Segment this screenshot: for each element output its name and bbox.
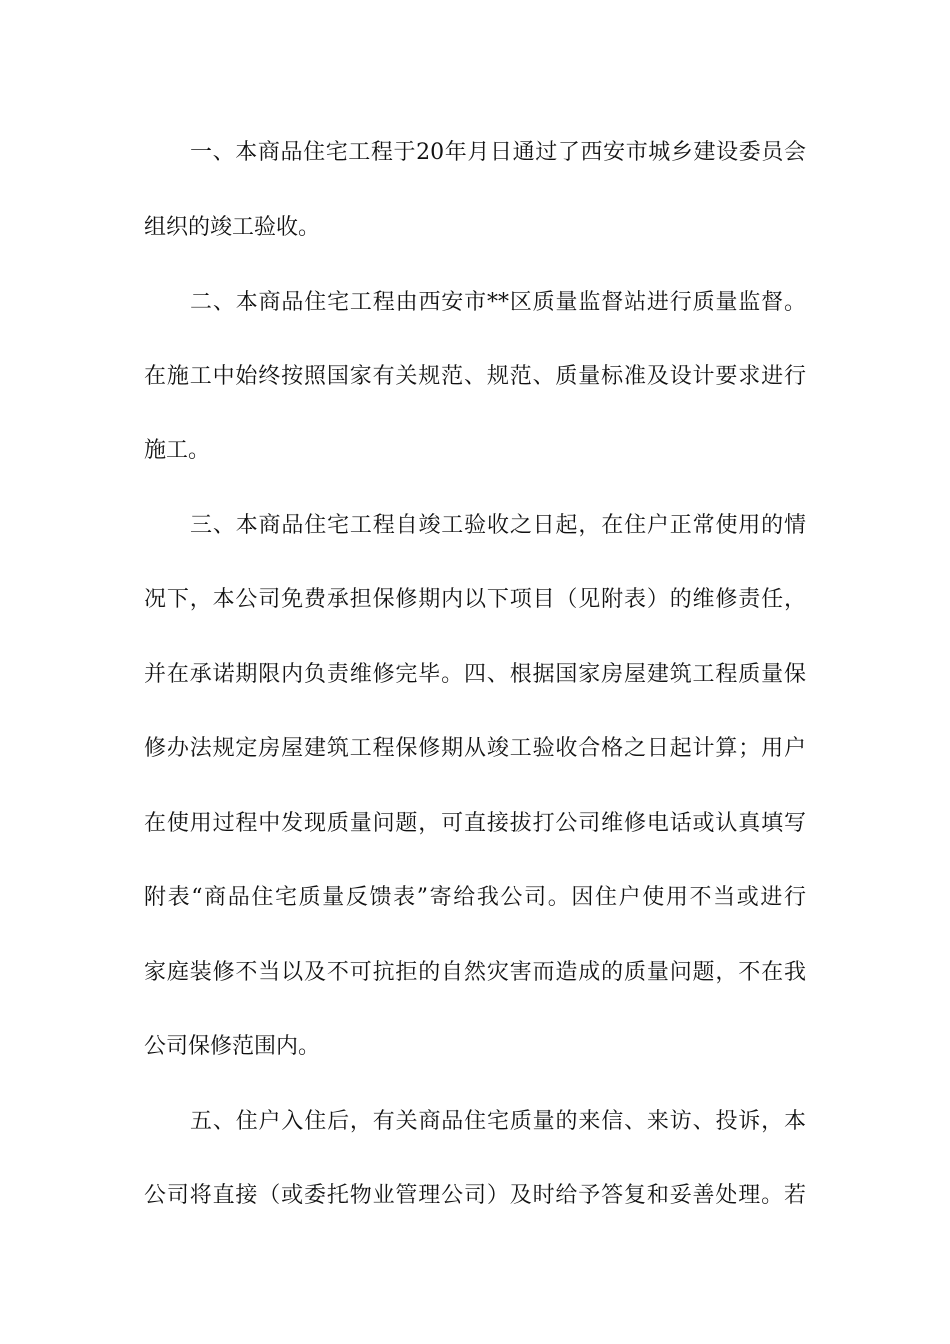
text-line: 并在承诺期限内负责维修完毕。四、根据国家房屋建筑工程质量保 [144, 662, 806, 687]
text-line: 公司保修范围内。 [144, 1034, 321, 1059]
text-line: 附表“商品住宅质量反馈表”寄给我公司。因住户使用不当或进行 [144, 885, 806, 910]
text-line: 组织的竣工验收。 [144, 215, 321, 240]
text-line: 施工。 [144, 438, 211, 463]
text-line: 公司将直接（或委托物业管理公司）及时给予答复和妥善处理。若 [144, 1183, 806, 1208]
text-line: 在使用过程中发现质量问题，可直接拔打公司维修电话或认真填写 [144, 811, 806, 836]
text-line: 况下，本公司免费承担保修期内以下项目（见附表）的维修责任， [144, 587, 806, 612]
text-line: 家庭装修不当以及不可抗拒的自然灾害而造成的质量问题，不在我 [144, 960, 806, 985]
text-line: 修办法规定房屋建筑工程保修期从竣工验收合格之日起计算；用户 [144, 736, 806, 761]
text-line: 三、本商品住宅工程自竣工验收之日起，在住户正常使用的情 [190, 513, 806, 538]
text-line: 二、本商品住宅工程由西安市**区质量监督站进行质量监督。 [190, 290, 806, 315]
text-line: 一、本商品住宅工程于20年月日通过了西安市城乡建设委员会 [190, 140, 806, 165]
text-line: 五、住户入住后，有关商品住宅质量的来信、来访、投诉，本 [190, 1109, 806, 1134]
text-line: 在施工中始终按照国家有关规范、规范、质量标准及设计要求进行 [144, 364, 806, 389]
